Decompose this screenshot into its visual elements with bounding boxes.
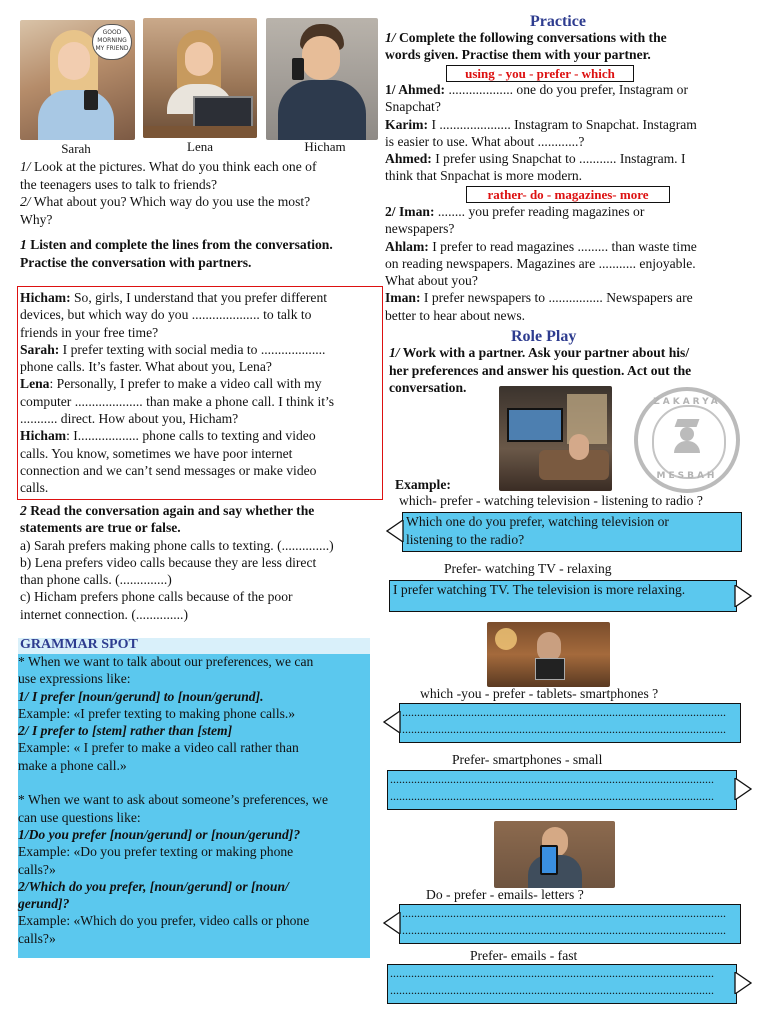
answer-3-lines: [402, 704, 736, 738]
conversation-text: I prefer texting with social media to ...................: [59, 341, 326, 357]
photo-hicham: [266, 18, 378, 140]
callout-5-pointer: [383, 912, 401, 934]
practice-line-2: words given. Practise them with your partner.: [385, 47, 651, 63]
callout-3-pointer: [383, 711, 401, 733]
conversation-line: [20, 393, 380, 410]
dialog-1: [385, 81, 760, 185]
answer-6-line-2: ............................................................................................................: [390, 983, 714, 997]
word-box-2: rather- do - magazines- more: [466, 186, 670, 203]
dialog2-line: [385, 203, 760, 220]
conversation-speaker: Lena: [20, 376, 50, 392]
conversation-line: [20, 289, 380, 306]
dialog1-text: think that Snpachat is more modern.: [385, 168, 583, 184]
dialog2-line: [385, 220, 760, 237]
smartphone-icon: [540, 845, 558, 875]
dialog2-text: I prefer to read magazines ......... than waste time: [428, 238, 697, 254]
answer-3-line-2: ............................................................................................................: [402, 722, 726, 736]
dialog2-line: [385, 272, 760, 289]
conversation-line: [20, 306, 380, 323]
photo-lena: [143, 18, 257, 138]
conversation-text: calls.: [20, 480, 49, 496]
answer-6-line-1: ............................................................................................................: [390, 966, 714, 980]
conversation-line: [20, 324, 380, 341]
desk: [143, 126, 257, 138]
dialog2-text: better to hear about news.: [385, 307, 526, 323]
listen-number: 1: [20, 237, 27, 252]
sarah-shirt: [38, 90, 114, 140]
grammar-line: 2/ I prefer to [stem] rather than [stem]: [18, 723, 233, 739]
conversation-text: friends in your free time?: [20, 324, 159, 340]
conversation-text: computer .................... than make a phone call. I think it’s: [20, 393, 335, 409]
answer-4-lines: [390, 771, 732, 805]
hicham-face: [302, 36, 340, 80]
conversation-text: : I.................. phone calls to texting and video: [66, 428, 316, 444]
roleplay-line-3: conversation.: [389, 380, 467, 395]
callout-4-pointer: [734, 778, 752, 800]
conversation-text: : Personally, I prefer to make a video call with my: [49, 376, 322, 392]
answer-1-line-2: listening to the radio?: [406, 531, 525, 547]
conversation-line: [20, 341, 380, 358]
photo-tv-room: [499, 386, 612, 491]
listen-instruction: [20, 236, 382, 271]
prompt-4: Prefer- smartphones - small: [452, 752, 603, 767]
roleplay-line-1: [389, 344, 759, 362]
intro-q1: [20, 158, 370, 176]
listen-line-1: [20, 236, 382, 254]
grammar-line: 2/Which do you prefer, [noun/gerund] or [noun/: [18, 878, 289, 894]
dialog1-text: I prefer using Snapchat to ........... Instagram. I: [431, 151, 686, 167]
dialog1-speaker: 1/ Ahmed:: [385, 82, 446, 97]
answer-2-text: I prefer watching TV. The television is more relaxing.: [393, 582, 686, 597]
conversation-line: [20, 462, 380, 479]
dialog1-speaker: Ahmed:: [385, 151, 432, 167]
dialog2-text: I prefer newspapers to ................ Newspapers are: [420, 290, 693, 306]
grammar-line: Example: «I prefer texting to making phone calls.»: [18, 705, 296, 721]
tf-item-c-cont: internet connection. (..............): [20, 606, 188, 622]
sign-board: GOOD MORNING MY FRIEND: [92, 24, 132, 60]
grammar-title: GRAMMAR SPOT: [20, 637, 138, 652]
dialog2-speaker: Iman:: [385, 290, 421, 306]
photo-smartphone: [494, 821, 615, 888]
grammar-line: Example: «Which do you prefer, video calls or phone: [18, 913, 310, 929]
dialog2-speaker: 2/ Iman:: [385, 204, 435, 219]
practice-title: Practice: [530, 13, 586, 30]
caption-sarah: Sarah: [61, 141, 91, 156]
conversation-speaker: Hicham:: [20, 290, 71, 305]
photo-sarah: [20, 20, 135, 140]
intro-q2-cont: Why?: [20, 211, 53, 227]
conversation-line: [20, 479, 380, 496]
grammar-line: 1/Do you prefer [noun/gerund] or [noun/gerund]?: [18, 826, 301, 842]
dialog2-text: on reading newspapers. Magazines are ........... enjoyable.: [385, 255, 696, 271]
tf-text-1: Read the conversation again and say whether the: [26, 503, 315, 518]
answer-5-line-1: ............................................................................................................: [402, 906, 726, 920]
tf-item-b-cont: than phone calls. (..............): [20, 572, 172, 588]
grammar-line: Example: «Do you prefer texting or making phone: [18, 844, 294, 860]
photo-tablet: [487, 622, 610, 687]
tf-item-b: b) Lena prefers video calls because they are less direct: [20, 554, 317, 570]
tf-item-c: c) Hicham prefers phone calls because of the poor: [20, 589, 293, 605]
grammar-line: 1/ I prefer [noun/gerund] to [noun/gerund].: [18, 688, 264, 704]
grammar-line: Example: « I prefer to make a video call rather than: [18, 740, 299, 756]
lena-face: [185, 42, 213, 76]
graduate-icon: [672, 419, 702, 453]
caption-lena: Lena: [187, 139, 213, 154]
dialog2-line: [385, 307, 760, 324]
conversation-text: phone calls. It’s faster. What about you, Lena?: [20, 359, 272, 375]
dialog1-line: [385, 150, 760, 167]
dialog1-line: [385, 116, 760, 133]
answer-5-lines: [402, 905, 736, 939]
person-tv: [569, 434, 589, 460]
practice-instruction: [385, 29, 757, 64]
q1-number: 1/: [20, 159, 31, 174]
example-label: Example:: [395, 477, 451, 492]
tf-line-1: [20, 502, 382, 519]
phone-icon: [84, 90, 98, 110]
dialog2-line: [385, 289, 760, 306]
stamp-text-top: ZAKARYA: [653, 397, 721, 407]
stamp-text-bottom: MESBAH: [656, 471, 718, 481]
conversation-line: [20, 358, 380, 375]
tablet-icon: [535, 658, 565, 680]
grammar-line: use expressions like:: [18, 671, 131, 687]
dialog1-speaker: Karim:: [385, 116, 429, 132]
answer-4-line-2: ............................................................................................................: [390, 789, 714, 803]
dialog2-text: newspapers?: [385, 221, 455, 237]
practice-line-1: [385, 29, 757, 46]
answer-3-line-1: ............................................................................................................: [402, 705, 726, 719]
prompt-2: Prefer- watching TV - relaxing: [444, 561, 612, 576]
roleplay-line-2: her preferences and answer his question. Act out the: [389, 362, 692, 378]
dialog2-text: ........ you prefer reading magazines or: [434, 204, 645, 219]
lamp-light: [495, 628, 517, 650]
callout-1-pointer: [386, 520, 404, 542]
dialog1-text: Snapchat?: [385, 99, 441, 115]
grammar-line: gerund]?: [18, 896, 70, 912]
dialog2-text: What about you?: [385, 273, 478, 289]
conversation-line: [20, 410, 380, 427]
grammar-line: * When we want to talk about our preferences, we can: [18, 654, 314, 669]
answer-4-line-1: ............................................................................................................: [390, 772, 714, 786]
roleplay-number: 1/: [389, 345, 400, 360]
dialog1-text: I ..................... Instagram to Snapchat. Instagram: [428, 116, 697, 132]
conversation-speaker: Hicham: [20, 428, 67, 444]
conversation-line: [20, 427, 380, 444]
dialog1-line: [385, 81, 760, 98]
hicham-jacket: [278, 80, 366, 140]
intro-questions: [20, 158, 370, 228]
conversation-text: calls. You know, sometimes we have poor internet: [20, 445, 293, 461]
answer-6-lines: [390, 965, 732, 999]
dialog1-line: [385, 133, 760, 150]
prompt-1: which- prefer - watching television - listening to radio ?: [399, 493, 703, 508]
caption-hicham: Hicham: [304, 139, 346, 154]
dialog2-speaker: Ahlam:: [385, 238, 429, 254]
callout-6-pointer: [734, 972, 752, 994]
practice-number: 1/: [385, 30, 396, 45]
stamp-logo: [634, 387, 740, 493]
word-box-1: using - you - prefer - which: [446, 65, 634, 82]
listen-text-1: Listen and complete the lines from the conversation.: [26, 237, 333, 252]
tf-item-a: a) Sarah prefers making phone calls to texting. (..............): [20, 537, 334, 553]
prompt-3: which -you - prefer - tablets- smartphones ?: [420, 686, 659, 701]
q2-text: What about you? Which way do you use the most?: [30, 194, 311, 209]
conversation-text: ........... direct. How about you, Hicham?: [20, 411, 239, 427]
grammar-line: make a phone call.»: [18, 757, 127, 773]
answer-1-text: [406, 513, 669, 548]
tv-screen: [507, 408, 563, 442]
tf-line-2: statements are true or false.: [20, 520, 181, 536]
dialog1-line: [385, 167, 760, 184]
q1-text: Look at the pictures. What do you think each one of: [30, 159, 317, 174]
conversation-text: So, girls, I understand that you prefer different: [70, 290, 328, 305]
conversation-line: [20, 445, 380, 462]
intro-q1-cont: the teenagers uses to talk to friends?: [20, 176, 218, 192]
intro-q2: [20, 193, 370, 211]
grammar-line: calls?»: [18, 930, 56, 946]
dialog1-text: is easier to use. What about ............?: [385, 133, 585, 149]
callout-2-pointer: [734, 585, 752, 607]
conversation-speaker: Sarah:: [20, 341, 60, 357]
roleplay-title: Role Play: [511, 328, 577, 345]
conversation-line: [20, 375, 380, 392]
hicham-phone-icon: [292, 58, 304, 80]
grammar-line: * When we want to ask about someone’s preferences, we: [18, 792, 329, 808]
grammar-text: [18, 653, 378, 947]
dialog2-line: [385, 255, 760, 272]
dialog-2: [385, 203, 760, 324]
practice-text-1: Complete the following conversations with the: [395, 30, 667, 45]
tf-number: 2: [20, 503, 27, 518]
dialog2-line: [385, 238, 760, 255]
conversation-text: connection and we can’t send messages or make video: [20, 462, 317, 478]
prompt-5: Do - prefer - emails- letters ?: [426, 887, 584, 902]
listen-line-2: Practise the conversation with partners.: [20, 254, 252, 270]
dialog1-line: [385, 98, 760, 115]
roleplay-text-1: Work with a partner. Ask your partner about his/: [399, 345, 690, 360]
answer-5-line-2: ............................................................................................................: [402, 923, 726, 937]
grammar-line: [18, 774, 378, 791]
conversation-text: devices, but which way do you .................... to talk to: [20, 307, 312, 323]
conversation-text: [20, 289, 380, 497]
answer-1-line-1: Which one do you prefer, watching television or: [406, 514, 669, 529]
prompt-6: Prefer- emails - fast: [470, 948, 578, 963]
true-false-section: [20, 502, 382, 623]
q2-number: 2/: [20, 194, 31, 209]
dialog1-text: ................... one do you prefer, Instagram or: [445, 82, 688, 97]
grammar-line: calls?»: [18, 861, 56, 877]
grammar-line: can use questions like:: [18, 809, 141, 825]
sarah-face: [58, 42, 90, 80]
